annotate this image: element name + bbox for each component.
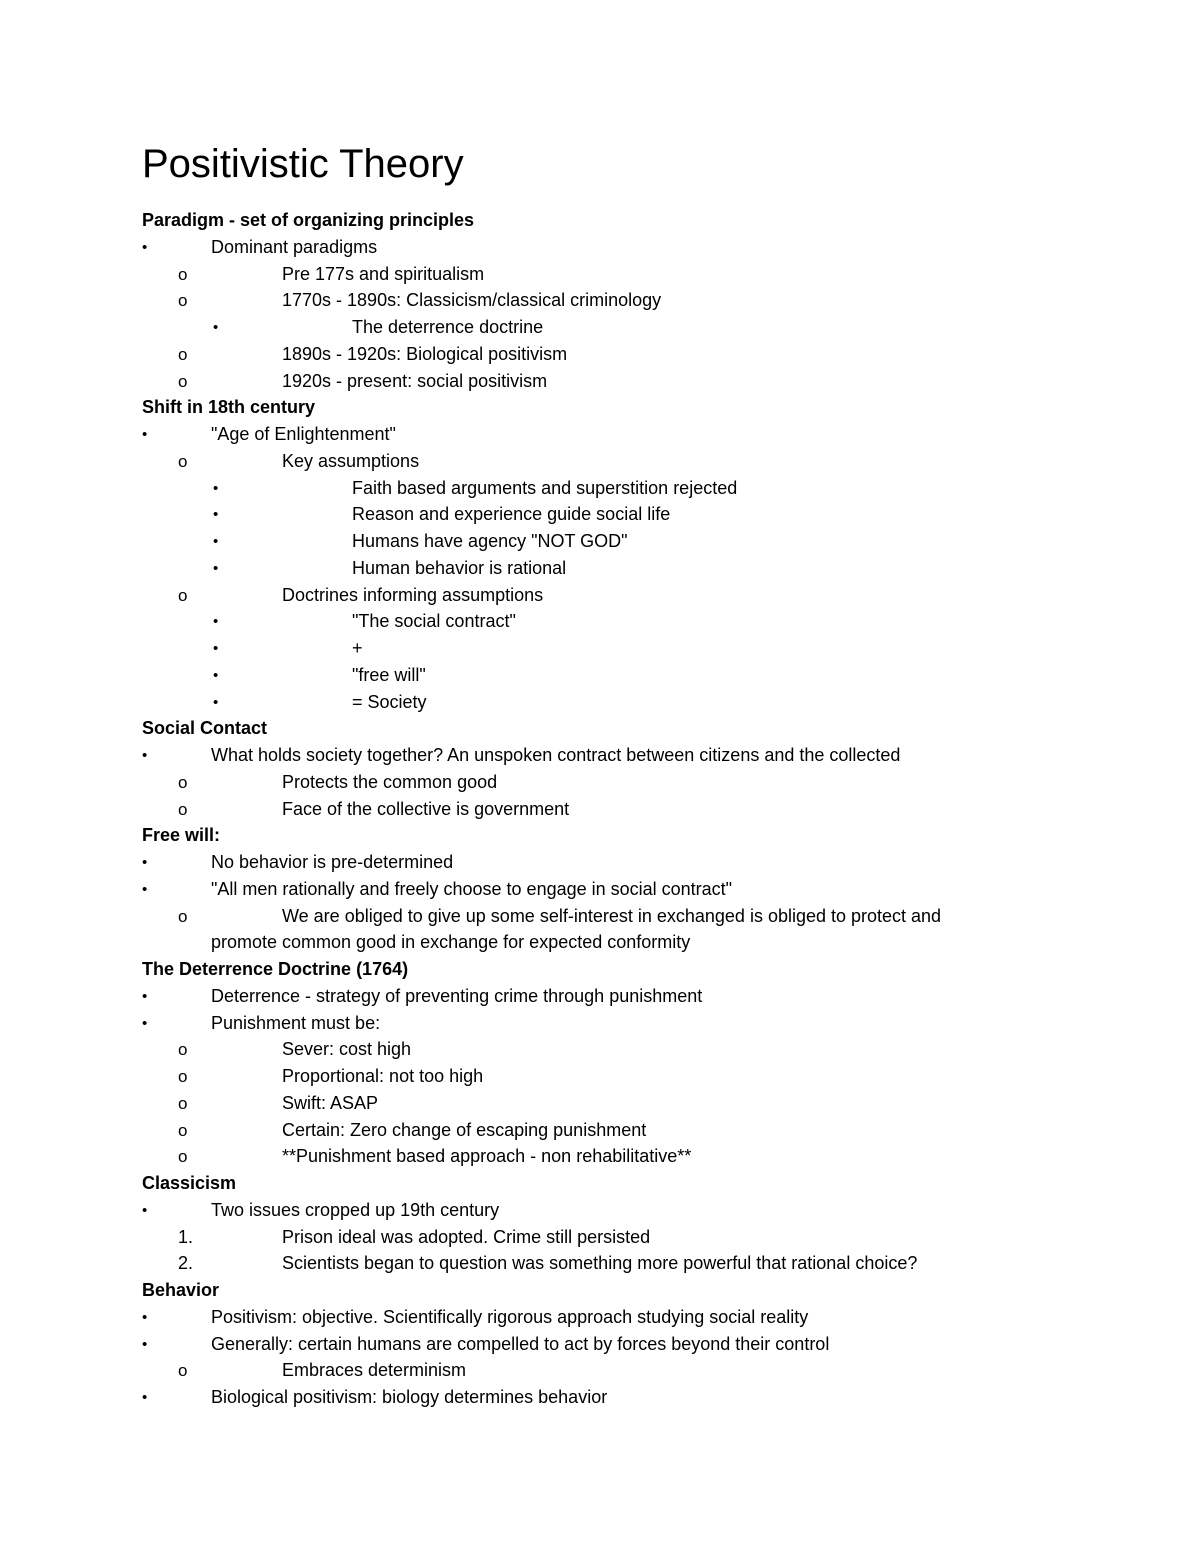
list-item: [0, 582, 1200, 609]
list-item: [0, 261, 1200, 288]
list-item: [0, 903, 1200, 930]
section-heading-row: [0, 1170, 1200, 1197]
section-heading-row: [0, 207, 1200, 234]
circle-bullet-marker: o: [178, 344, 188, 364]
list-item-text: Embraces determinism: [282, 1360, 467, 1381]
list-item: [0, 475, 1200, 502]
list-item-text: No behavior is pre-determined: [211, 852, 454, 872]
list-item: [0, 528, 1200, 555]
list-item-text: We are obliged to give up some self-interest in exchanged is obliged to protect and: [282, 905, 942, 926]
bullet-marker: •: [213, 693, 219, 711]
circle-bullet-marker: o: [178, 1067, 188, 1086]
number-marker: 2.: [178, 1253, 194, 1274]
list-item: [0, 1224, 1200, 1251]
circle-bullet-marker: o: [178, 906, 188, 926]
list-item-continuation: promote common good in exchange for expected conformity: [211, 932, 691, 953]
bullet-marker: •: [213, 613, 219, 631]
list-item-text: 1890s - 1920s: Biological positivism: [282, 343, 568, 364]
list-item: [0, 234, 1200, 261]
bullet-marker: •: [142, 880, 148, 898]
list-item-text: Dominant paradigms: [211, 236, 378, 257]
bullet-marker: •: [142, 747, 148, 764]
list-item-text: "All men rationally and freely choose to engage in social contract": [211, 878, 733, 899]
list-item: [0, 1250, 1200, 1277]
list-item-text: Human behavior is rational: [352, 557, 567, 578]
section-heading-row: [0, 394, 1200, 421]
list-item: [0, 983, 1200, 1010]
bullet-marker: •: [213, 559, 219, 577]
bullet-marker: •: [142, 1201, 148, 1219]
list-item-text: Pre 177s and spiritualism: [282, 263, 485, 284]
circle-bullet-marker: o: [178, 371, 188, 391]
circle-bullet-marker: o: [178, 1361, 188, 1381]
bullet-marker: •: [213, 506, 219, 524]
section-heading: The Deterrence Doctrine (1764): [142, 959, 409, 979]
bullet-marker: •: [142, 1308, 148, 1326]
list-item: [0, 1357, 1200, 1384]
section-heading-row: [0, 715, 1200, 742]
section-heading: Classicism: [142, 1173, 237, 1193]
circle-bullet-marker: o: [178, 1040, 188, 1060]
list-item-text: Doctrines informing assumptions: [282, 584, 544, 605]
list-item-text: Deterrence - strategy of preventing crime through punishment: [211, 985, 703, 1006]
list-item: [0, 287, 1200, 314]
list-item: [0, 876, 1200, 903]
circle-bullet-marker: o: [178, 1147, 188, 1167]
section-heading-row: [0, 1277, 1200, 1304]
circle-bullet-marker: o: [178, 451, 188, 471]
circle-bullet-marker: o: [178, 585, 188, 605]
list-item: [0, 769, 1200, 796]
list-item: [0, 555, 1200, 582]
list-item-text: Prison ideal was adopted. Crime still persisted: [282, 1226, 651, 1247]
document-title: Positivistic Theory: [142, 142, 464, 186]
section-heading: Shift in 18th century: [142, 397, 316, 418]
list-item-text: Two issues cropped up 19th century: [211, 1199, 500, 1220]
number-marker: 1.: [178, 1226, 194, 1247]
list-item-text: = Society: [352, 691, 427, 712]
list-item-text: Scientists began to question was something more powerful that rational choice?: [282, 1253, 918, 1274]
circle-bullet-marker: o: [178, 291, 188, 311]
circle-bullet-marker: o: [178, 1120, 188, 1140]
circle-bullet-marker: o: [178, 264, 188, 284]
list-item-text: "The social contract": [352, 611, 516, 632]
list-item: [0, 1036, 1200, 1063]
bullet-marker: •: [142, 238, 148, 256]
bullet-marker: •: [213, 479, 219, 497]
list-item-text: **Punishment based approach - non rehabilitative**: [282, 1146, 692, 1167]
list-item: [0, 1090, 1200, 1117]
list-item-text: Faith based arguments and superstition rejected: [352, 477, 738, 498]
list-item: [0, 849, 1200, 876]
section-heading: Social Contact: [142, 718, 268, 739]
section-heading-row: [0, 822, 1200, 849]
bullet-marker: •: [213, 319, 219, 336]
list-item: [0, 689, 1200, 716]
list-item: [0, 341, 1200, 368]
list-item: [0, 1117, 1200, 1144]
bullet-marker: •: [142, 987, 148, 1005]
list-item: [0, 796, 1200, 823]
section-heading: Behavior: [142, 1280, 220, 1300]
list-item-text: Humans have agency "NOT GOD": [352, 531, 628, 551]
section-heading-row: [0, 956, 1200, 983]
list-item: [0, 1331, 1200, 1358]
bullet-marker: •: [142, 854, 148, 871]
list-item-text: The deterrence doctrine: [352, 317, 544, 337]
list-item: [0, 635, 1200, 662]
circle-bullet-marker: o: [178, 772, 188, 792]
list-item: [0, 368, 1200, 395]
list-item-text: Biological positivism: biology determines behavior: [211, 1387, 608, 1407]
list-item: [0, 448, 1200, 475]
list-item: [0, 421, 1200, 448]
list-item-text: Certain: Zero change of escaping punishment: [282, 1119, 647, 1140]
list-item-text: Face of the collective is government: [282, 798, 570, 819]
list-item-text: Positivism: objective. Scientifically rigorous approach studying social reality: [211, 1306, 809, 1327]
list-item-text: Sever: cost high: [282, 1039, 412, 1060]
list-item: [0, 662, 1200, 689]
bullet-marker: •: [142, 426, 148, 443]
list-item-text: 1920s - present: social positivism: [282, 370, 548, 391]
list-item: [0, 1304, 1200, 1331]
list-item: [0, 501, 1200, 528]
list-item: [0, 1143, 1200, 1170]
bullet-marker: •: [142, 1389, 148, 1406]
list-item: [0, 1384, 1200, 1411]
list-item: [0, 1010, 1200, 1037]
list-item-text: Protects the common good: [282, 771, 498, 792]
list-item-text: 1770s - 1890s: Classicism/classical criminology: [282, 290, 662, 311]
list-item-text: "free will": [352, 664, 426, 685]
list-item-text: Swift: ASAP: [282, 1092, 379, 1113]
list-item-text: Punishment must be:: [211, 1012, 381, 1033]
list-item: [0, 742, 1200, 769]
list-item-text: Key assumptions: [282, 450, 420, 471]
list-item-text: Reason and experience guide social life: [352, 504, 671, 525]
list-item: [0, 1197, 1200, 1224]
bullet-marker: •: [213, 533, 219, 550]
list-item-text: Proportional: not too high: [282, 1066, 484, 1086]
list-item-text: +: [352, 638, 363, 658]
section-heading: Free will:: [142, 825, 221, 846]
bullet-marker: •: [213, 666, 219, 684]
list-item: [0, 608, 1200, 635]
list-item-text: Generally: certain humans are compelled to act by forces beyond their control: [211, 1333, 830, 1354]
list-item: [0, 314, 1200, 341]
bullet-marker: •: [142, 1335, 148, 1353]
list-item-text: "Age of Enlightenment": [211, 424, 396, 444]
section-heading: Paradigm - set of organizing principles: [142, 210, 475, 230]
list-item-text: What holds society together? An unspoken contract between citizens and the collected: [211, 745, 901, 765]
list-item: [0, 1063, 1200, 1090]
circle-bullet-marker: o: [178, 1093, 188, 1113]
bullet-marker: •: [213, 640, 219, 657]
circle-bullet-marker: o: [178, 799, 188, 819]
bullet-marker: •: [142, 1014, 148, 1032]
